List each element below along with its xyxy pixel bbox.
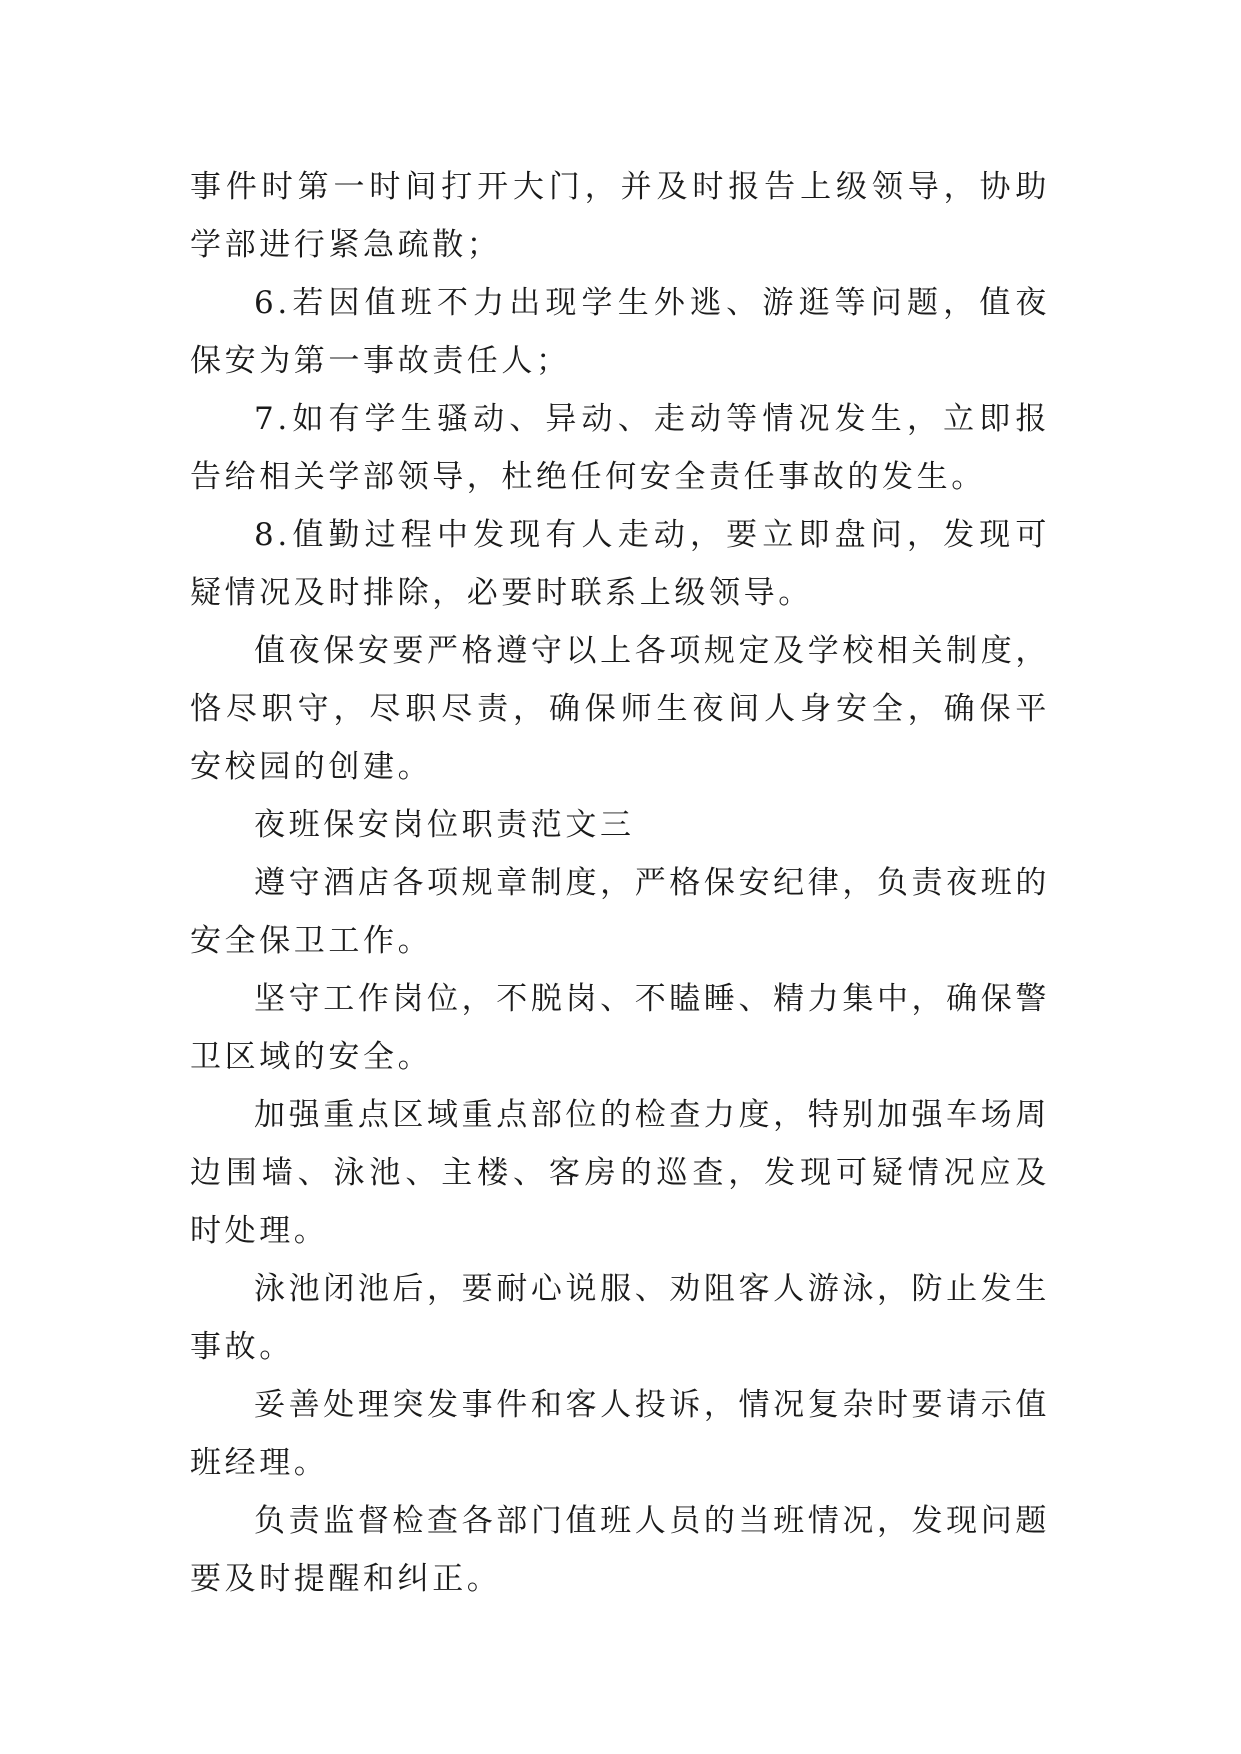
paragraph-duty-3: 加强重点区域重点部位的检查力度，特别加强车场周边围墙、泳池、主楼、客房的巡查，发现可疑情况应及时处理。	[190, 1097, 1050, 1249]
paragraph-item-8: 8.值勤过程中发现有人走动，要立即盘问，发现可疑情况及时排除，必要时联系上级领导。	[190, 517, 1050, 611]
document-body	[190, 158, 1050, 1608]
paragraph-continued: 事件时第一时间打开大门，并及时报告上级领导，协助学部进行紧急疏散；	[190, 169, 1050, 263]
paragraph-duty-2: 坚守工作岗位，不脱岗、不瞌睡、精力集中，确保警卫区域的安全。	[190, 981, 1050, 1075]
section-heading: 夜班保安岗位职责范文三	[254, 807, 635, 843]
paragraph-duty-4: 泳池闭池后，要耐心说服、劝阻客人游泳，防止发生事故。	[190, 1271, 1050, 1365]
paragraph-summary: 值夜保安要严格遵守以上各项规定及学校相关制度，恪尽职守，尽职尽责，确保师生夜间人身安全，确保平安校园的创建。	[190, 633, 1050, 785]
paragraph-duty-6: 负责监督检查各部门值班人员的当班情况，发现问题要及时提醒和纠正。	[190, 1503, 1050, 1597]
paragraph-item-6: 6.若因值班不力出现学生外逃、游逛等问题，值夜保安为第一事故责任人；	[190, 285, 1050, 379]
paragraph-duty-5: 妥善处理突发事件和客人投诉，情况复杂时要请示值班经理。	[190, 1387, 1050, 1481]
paragraph-duty-1: 遵守酒店各项规章制度，严格保安纪律，负责夜班的安全保卫工作。	[190, 865, 1050, 959]
paragraph-item-7: 7.如有学生骚动、异动、走动等情况发生，立即报告给相关学部领导，杜绝任何安全责任事故的发生。	[190, 401, 1050, 495]
